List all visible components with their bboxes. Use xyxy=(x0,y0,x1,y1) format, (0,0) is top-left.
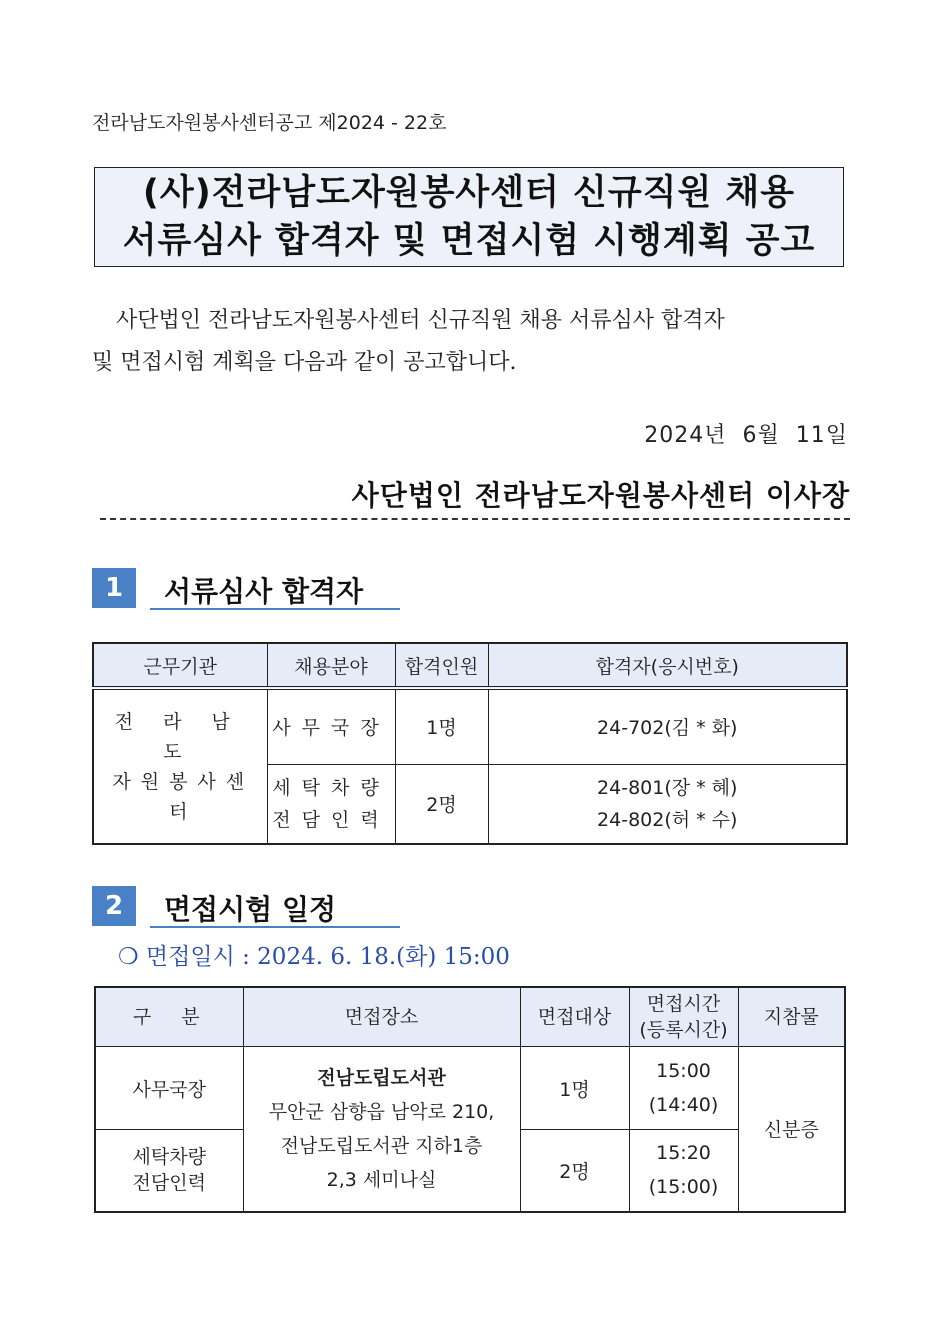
count-cell-1: 1명 xyxy=(395,688,488,764)
field-cell-2 xyxy=(267,764,395,844)
interview-time: 15:20 xyxy=(656,1142,711,1165)
interview-time: 15:00 xyxy=(656,1060,711,1082)
section-2-underline xyxy=(150,926,400,928)
place-name: 전남도립도서관 xyxy=(317,1066,446,1089)
section-2-title: 면접시험 일정 xyxy=(164,893,337,926)
header-target: 면접대상 xyxy=(520,987,629,1047)
issuer-name: 사단법인 전라남도자원봉사센터 이사장 xyxy=(351,479,850,512)
intro-line-2: 및 면접시험 계획을 다음과 같이 공고합니다. xyxy=(92,350,517,375)
org-line-2: 자원봉사센터 xyxy=(112,770,255,823)
target-cell-2: 2명 xyxy=(520,1130,629,1212)
org-line-1: 전라남도 xyxy=(114,710,260,763)
place-cell xyxy=(243,1047,520,1212)
interview-table xyxy=(94,986,846,1213)
title-line-2: 서류심사 합격자 및 면접시험 시행계획 공고 xyxy=(122,221,816,261)
header-count: 합격인원 xyxy=(395,643,488,688)
category-cell-2 xyxy=(95,1130,243,1212)
passer-entry: 24-702(김 * 화) xyxy=(597,717,738,740)
field-line-1: 세탁차량 xyxy=(272,776,390,799)
category-cell-1: 사무국장 xyxy=(95,1047,243,1130)
section-2-number: 2 xyxy=(92,886,136,926)
passer-entry: 24-801(장 * 혜) xyxy=(597,776,738,799)
header-time xyxy=(629,987,738,1047)
target-cell-1: 1명 xyxy=(520,1047,629,1130)
dashed-divider xyxy=(100,518,850,520)
announcement-date: 2024년 6월 11일 xyxy=(644,423,848,448)
section-1-heading xyxy=(92,568,402,610)
header-items: 지참물 xyxy=(738,987,845,1047)
time-cell-1 xyxy=(629,1047,738,1130)
section-2-heading xyxy=(92,886,402,928)
intro-paragraph xyxy=(92,300,852,384)
passers-table xyxy=(92,642,848,845)
org-cell xyxy=(93,688,267,844)
header-time-line-1: 면접시간 xyxy=(646,993,721,1015)
registration-time: (15:00) xyxy=(648,1176,719,1199)
passers-cell-2 xyxy=(488,764,847,844)
place-address-1: 무안군 삼향읍 남악로 210, xyxy=(268,1100,495,1123)
field-line-2: 전담인력 xyxy=(272,808,390,831)
passer-entry: 24-802(허 * 수) xyxy=(597,808,738,831)
section-1-title: 서류심사 합격자 xyxy=(164,575,364,608)
place-address-3: 2,3 세미나실 xyxy=(326,1168,437,1191)
registration-time: (14:40) xyxy=(648,1094,719,1116)
count-cell-2: 2명 xyxy=(395,764,488,844)
section-1-number: 1 xyxy=(92,568,136,608)
notice-number: 전라남도자원봉사센터공고 제2024 - 22호 xyxy=(92,112,447,134)
header-time-line-2: (등록시간) xyxy=(639,1019,728,1041)
title-line-1: (사)전라남도자원봉사센터 신규직원 채용 xyxy=(142,173,796,213)
section-1-underline xyxy=(150,608,400,610)
intro-line-1: 사단법인 전라남도자원봉사센터 신규직원 채용 서류심사 합격자 xyxy=(116,308,725,333)
place-address-2: 전남도립도서관 지하1층 xyxy=(280,1134,483,1157)
header-passers: 합격자(응시번호) xyxy=(488,643,847,688)
time-cell-2 xyxy=(629,1130,738,1212)
field-cell-1: 사무국장 xyxy=(267,688,395,764)
category-line-1: 세탁차량 xyxy=(132,1146,206,1169)
items-cell: 신분증 xyxy=(738,1047,845,1212)
passers-cell-1 xyxy=(488,688,847,764)
header-org: 근무기관 xyxy=(93,643,267,688)
interview-schedule: ❍ 면접일시 : 2024. 6. 18.(화) 15:00 xyxy=(118,944,510,970)
header-field: 채용분야 xyxy=(267,643,395,688)
category-line-2: 전담인력 xyxy=(132,1172,206,1195)
header-place: 면접장소 xyxy=(243,987,520,1047)
header-category: 구 분 xyxy=(95,987,243,1047)
title-box xyxy=(94,167,844,267)
